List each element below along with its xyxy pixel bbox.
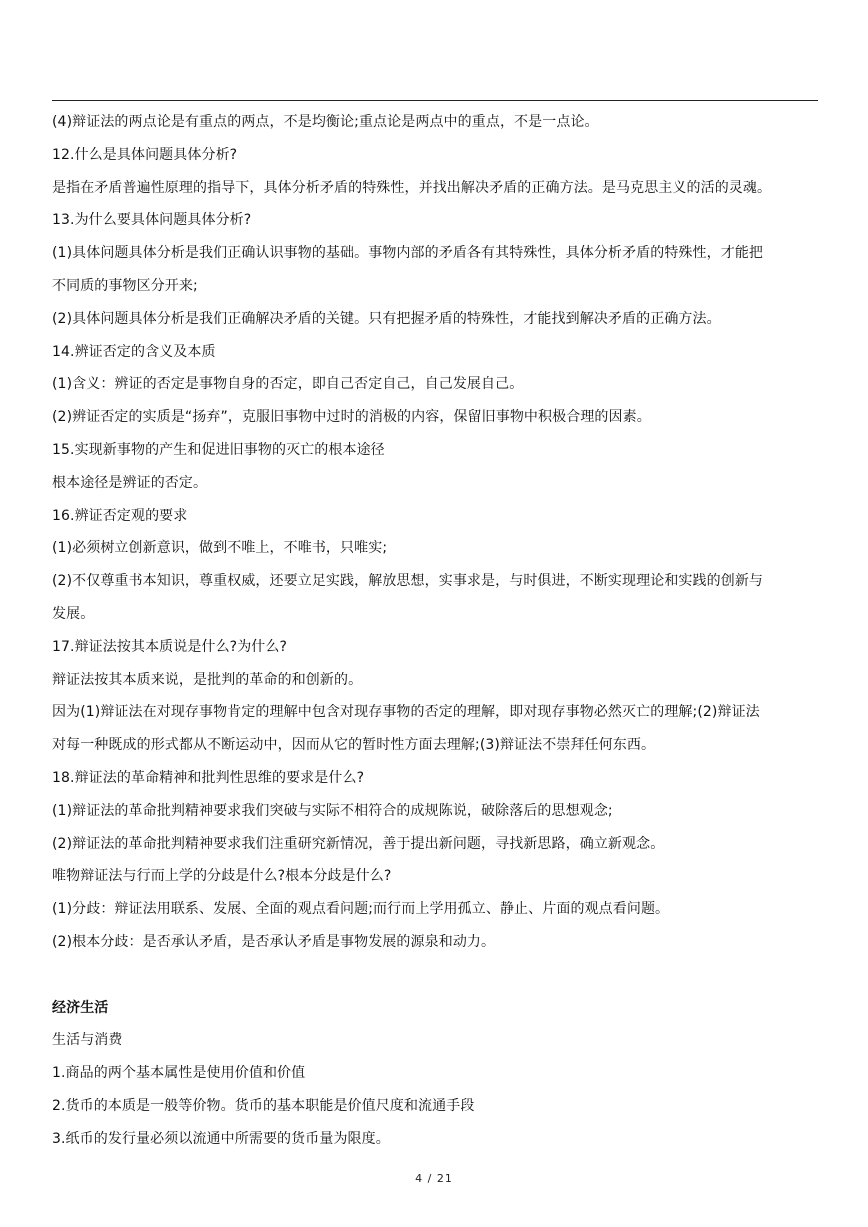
text-line: (1)含义：辨证的否定是事物自身的否定，即自己否定自己，自己发展自己。 — [52, 376, 524, 393]
question-heading: 17.辩证法按其本质说是什么?为什么? — [52, 638, 288, 655]
question-heading: 15.实现新事物的产生和促进旧事物的灭亡的根本途径 — [52, 441, 385, 458]
page-content — [52, 106, 820, 1156]
text-line: (2)具体问题具体分析是我们正确解决矛盾的关键。只有把握矛盾的特殊性，才能找到解决矛盾的正确方法。 — [52, 310, 721, 327]
section-heading: 经济生活 — [52, 999, 109, 1016]
text-line: 辩证法按其本质来说，是批判的革命的和创新的。 — [52, 671, 363, 688]
text-line: (2)根本分歧：是否承认矛盾，是否承认矛盾是事物发展的源泉和动力。 — [52, 933, 496, 950]
text-line: (1)分歧：辩证法用联系、发展、全面的观点看问题;而行而上学用孤立、静止、片面的观点看问题。 — [52, 901, 670, 918]
question-heading: 12.什么是具体问题具体分析? — [52, 146, 238, 163]
text-line: 发展。 — [52, 605, 95, 622]
section-spacer — [52, 959, 820, 992]
question-heading: 14.辨证否定的含义及本质 — [52, 343, 216, 360]
header-rule — [52, 100, 818, 101]
text-line: (4)辩证法的两点论是有重点的两点，不是均衡论;重点论是两点中的重点，不是一点论。 — [52, 114, 599, 130]
question-heading: 16.辨证否定观的要求 — [52, 507, 188, 524]
text-line: (1)必须树立创新意识，做到不唯上，不唯书，只唯实; — [52, 540, 388, 557]
text-line: (2)辩证法的革命批判精神要求我们注重研究新情况，善于提出新问题，寻找新思路，确立新观念。 — [52, 835, 665, 852]
question-heading: 唯物辩证法与行而上学的分歧是什么?根本分歧是什么? — [52, 868, 392, 885]
text-line: 是指在矛盾普遍性原理的指导下，具体分析矛盾的特殊性，并找出解决矛盾的正确方法。是马克思主义的活的灵魂。 — [52, 179, 772, 196]
text-line: 对每一种既成的形式都从不断运动中，因而从它的暂时性方面去理解;(3)辩证法不崇拜任何东西。 — [52, 737, 656, 754]
text-line: (1)具体问题具体分析是我们正确认识事物的基础。事物内部的矛盾各有其特殊性，具体分析矛盾的特殊性，才能把 — [52, 245, 764, 262]
subsection-title: 生活与消费 — [52, 1032, 123, 1049]
text-line: (1)辩证法的革命批判精神要求我们突破与实际不相符合的成规陈说，破除落后的思想观念; — [52, 802, 613, 819]
text-line: 2.货币的本质是一般等价物。货币的基本职能是价值尺度和流通手段 — [52, 1097, 475, 1114]
text-line: (2)辨证否定的实质是“扬弃”，克服旧事物中过时的消极的内容，保留旧事物中积极合理的因素。 — [52, 409, 651, 426]
text-line: 不同质的事物区分开来; — [52, 277, 198, 294]
text-line: 3.纸币的发行量必须以流通中所需要的货币量为限度。 — [52, 1130, 390, 1147]
question-heading: 13.为什么要具体问题具体分析? — [52, 212, 252, 229]
text-line: (2)不仅尊重书本知识，尊重权威，还要立足实践，解放思想，实事求是，与时俱进，不断实现理论和实践的创新与 — [52, 573, 764, 590]
text-line: 因为(1)辩证法在对现存事物肯定的理解中包含对现存事物的否定的理解，即对现存事物必然灭亡的理解;(2)辩证法 — [52, 704, 760, 721]
question-heading: 18.辩证法的革命精神和批判性思维的要求是什么? — [52, 769, 365, 786]
text-line: 根本途径是辨证的否定。 — [52, 474, 208, 491]
text-line: 1.商品的两个基本属性是使用价值和价值 — [52, 1065, 306, 1082]
page-number: 4 / 21 — [415, 1172, 453, 1185]
